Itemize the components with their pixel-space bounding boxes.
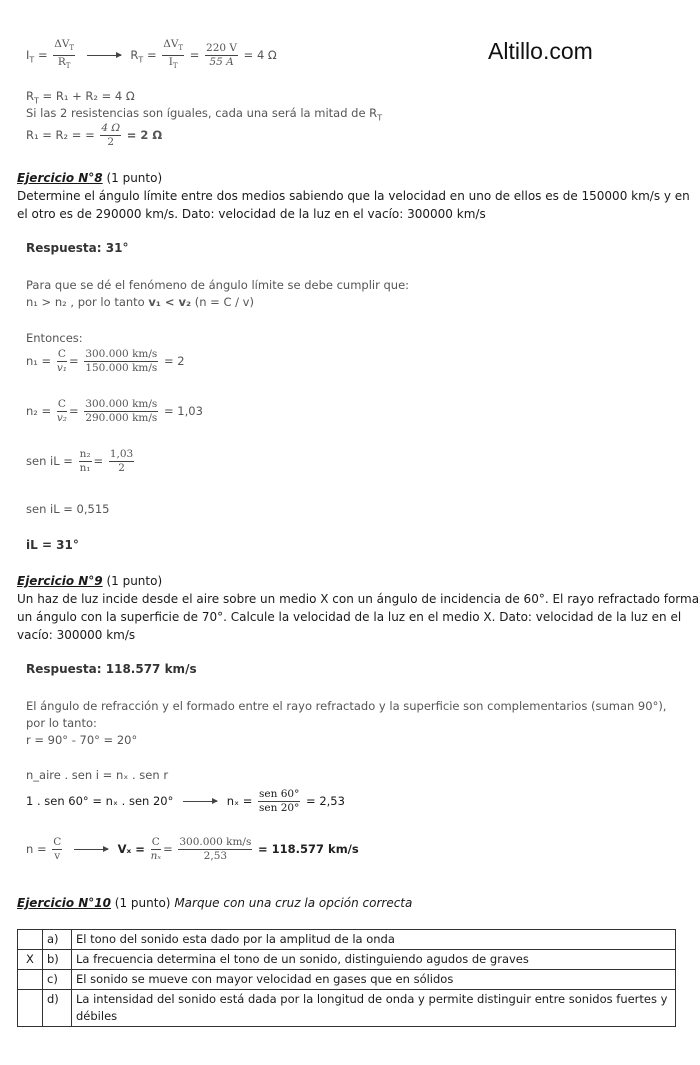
arrow-icon — [183, 801, 217, 802]
ex8-n1: n₁ = $\frac{C}{\text{v₁}}$ = $\frac{300.000 km/s}{150.000 km/s}$ = 2 — [26, 348, 185, 374]
option-mark[interactable] — [18, 990, 43, 1027]
option-text: La frecuencia determina el tono de un sonido, distinguiendo agudos de graves — [72, 950, 676, 970]
ex9-e2: por lo tanto: — [26, 716, 97, 730]
ex8-senil: sen iL = $\frac{\text{n₂}}{\text{n₁}}$ = $\frac{1,03}{2}$ — [26, 448, 134, 474]
option-row[interactable] — [18, 990, 676, 1027]
ex9-q3: vacío: 300000 km/s — [17, 628, 136, 642]
ex9-heading: Ejercicio N°9 (1 punto) — [17, 574, 163, 588]
option-row[interactable] — [18, 970, 676, 990]
option-letter: a) — [43, 930, 72, 950]
ex9-snell2: 1 . sen 60° = nₓ . sen 20° nₓ = $\frac{\text{sen 60°}}{\text{sen 20°}}$ = 2,53 — [26, 788, 345, 814]
ex9-q1: Un haz de luz incide desde el aire sobre un medio X con un ángulo de incidencia de 60°. El rayo refractado forma — [17, 592, 700, 606]
ex9-vx: n = $\frac{C}{v}$ Vₓ = $\frac{C}{\text{nₓ}}$ = $\frac{300.000 km/s}{2,53}$ = 118.577 km/s — [26, 836, 359, 862]
option-text: El tono del sonido esta dado por la amplitud de la onda — [72, 930, 676, 950]
ex8-q2: el otro es de 290000 km/s. Dato: velocidad de la luz en el vacío: 300000 km/s — [17, 207, 486, 221]
rt-sum: $R_T = R_1 + R_2 = 4$ Ω — [26, 89, 135, 106]
ex9-snell1: n_aire . sen i = nₓ . sen r — [26, 768, 169, 782]
arrow-icon — [74, 849, 108, 850]
ex8-c2: n₁ > n₂ , por lo tanto v₁ < v₂ (n = C / v) — [26, 295, 254, 309]
note-equal: Si las 2 resistencias son íguales, cada una será la mitad de $R_T$ — [26, 106, 383, 123]
ex9-q2: un ángulo con la superficie de 70°. Calcule la velocidad de la luz en el medio X. Dato: velocidad de la luz en el — [17, 610, 682, 624]
ex8-c1: Para que se dé el fenómeno de ángulo límite se debe cumplir que: — [26, 278, 410, 292]
ex8-q1: Determine el ángulo límite entre dos medios sabiendo que la velocidad en uno de ellos es de 150000 km/s y en — [17, 189, 690, 203]
ex8-answer: Respuesta: 31° — [26, 241, 129, 255]
watermark: Altillo.com — [488, 38, 593, 64]
ex10-heading: Ejercicio N°10 (1 punto) Marque con una cruz la opción correcta — [17, 896, 413, 910]
ex9-e3: r = 90° - 70° = 20° — [26, 733, 138, 747]
option-letter: c) — [43, 970, 72, 990]
option-row[interactable] — [18, 930, 676, 950]
options-table — [17, 929, 676, 1027]
ex9-e1: El ángulo de refracción y el formado entre el rayo refractado y la superficie son complementarios (suman 90°), — [26, 699, 667, 713]
option-text: La intensidad del sonido está dada por la longitud de onda y permite distinguir entre sonidos fuertes y débiles — [72, 990, 676, 1027]
ex9-answer: Respuesta: 118.577 km/s — [26, 662, 197, 676]
option-letter: d) — [43, 990, 72, 1027]
ex8-then: Entonces: — [26, 331, 83, 345]
arrow-icon — [87, 55, 121, 56]
option-mark[interactable] — [18, 970, 43, 990]
r12-formula: R₁ = R₂ = = $\frac{4 \Omega}{2}$ = 2 Ω — [26, 122, 163, 148]
ex8-heading: Ejercicio N°8 (1 punto) — [17, 171, 163, 185]
ex8-senil-value: sen iL = 0,515 — [26, 502, 110, 516]
option-row[interactable] — [18, 950, 676, 970]
option-text: El sonido se mueve con mayor velocidad en gases que en sólidos — [72, 970, 676, 990]
ex8-n2: n₂ = $\frac{C}{\text{v₂}}$ = $\frac{300.000 km/s}{290.000 km/s}$ = 1,03 — [26, 398, 203, 424]
option-mark[interactable]: X — [18, 950, 43, 970]
ex8-il: iL = 31° — [26, 538, 79, 552]
formula-it: $I_T$ = $\frac{\Delta V_T}{R_T}$ $R_T$ = $\frac{\Delta V_T}{I_T}$ = $\frac{220 V}{55 A}$ = 4 Ω — [26, 38, 277, 71]
option-letter: b) — [43, 950, 72, 970]
option-mark[interactable] — [18, 930, 43, 950]
